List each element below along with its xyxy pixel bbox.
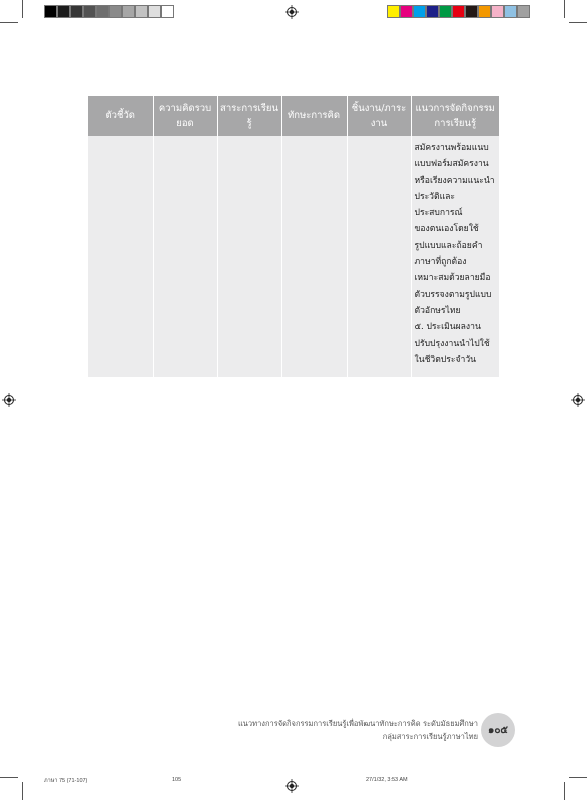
color-swatch: [504, 5, 517, 18]
activity-line: ตัวบรรจงตามรูปแบบ: [414, 289, 492, 300]
learning-activity-table: [88, 96, 499, 377]
color-swatch: [400, 5, 413, 18]
color-swatch: [44, 5, 57, 18]
color-swatch: [148, 5, 161, 18]
activity-line: ปรับปรุงงานนำไปใช้: [414, 338, 490, 349]
activity-line: สมัครงานพร้อมแนบ: [414, 143, 489, 153]
color-swatch: [452, 5, 465, 18]
color-swatch: [83, 5, 96, 18]
color-swatch: [109, 5, 122, 18]
activity-line: หรือเรียงความแนะนำ: [414, 175, 495, 186]
color-swatch: [70, 5, 83, 18]
table-row: [88, 136, 499, 377]
color-swatch: [135, 5, 148, 18]
activity-line: ประสบการณ์: [414, 208, 463, 219]
registration-mark-icon: [285, 779, 299, 793]
header-task: ชิ้นงาน/ภาระงาน: [347, 96, 411, 136]
cell-concept: [153, 136, 217, 377]
color-swatch: [413, 5, 426, 18]
header-activity: แนวการจัดกิจกรรมการเรียนรู้: [411, 96, 499, 136]
activity-line: ในชีวิตประจำวัน: [414, 354, 477, 365]
color-swatch: [465, 5, 478, 18]
registration-mark-icon: [2, 393, 16, 407]
activity-line: ตัวอักษรไทย: [414, 305, 461, 316]
crop-mark: [22, 0, 23, 18]
crop-mark: [569, 777, 587, 778]
cell-content: [217, 136, 281, 377]
crop-mark: [569, 22, 587, 23]
cell-thinking-skill: [281, 136, 347, 377]
grayscale-bar: [44, 5, 174, 18]
activity-line: ๕. ประเมินผลงาน: [414, 322, 481, 333]
color-swatch: [426, 5, 439, 18]
color-swatch: [491, 5, 504, 18]
cell-task: [347, 136, 411, 377]
activity-line: ของตนเองโดยใช้: [414, 224, 479, 235]
header-content: สาระการเรียนรู้: [217, 96, 281, 136]
footer-subject: กลุ่มสาระการเรียนรู้ภาษาไทย: [382, 732, 478, 741]
cell-activity: [411, 136, 499, 377]
activity-line: ประวัติและ: [414, 191, 456, 202]
page-number-badge: [481, 713, 515, 747]
slug-page: 105: [172, 777, 182, 783]
registration-mark-icon: [285, 5, 299, 19]
color-bar: [387, 5, 530, 18]
activity-line: ภาษาที่ถูกต้อง: [414, 257, 467, 268]
color-swatch: [517, 5, 530, 18]
registration-mark-icon: [571, 393, 585, 407]
header-indicator: ตัวชี้วัด: [88, 96, 153, 136]
crop-mark: [22, 782, 23, 800]
page-number: ๑๐๕: [487, 724, 509, 736]
activity-line: รูปแบบและถ้อยคำ: [414, 240, 483, 251]
activity-line: แบบฟอร์มสมัครงาน: [414, 159, 489, 170]
cell-indicator: [88, 136, 153, 377]
slug-file: ภาษา 75 (71-107): [44, 778, 88, 784]
crop-mark: [0, 777, 18, 778]
color-swatch: [478, 5, 491, 18]
color-swatch: [122, 5, 135, 18]
color-swatch: [161, 5, 174, 18]
color-swatch: [57, 5, 70, 18]
crop-mark: [0, 22, 18, 23]
header-thinking-skill: ทักษะการคิด: [281, 96, 347, 136]
footer-book-title: แนวทางการจัดกิจกรรมการเรียนรู้เพื่อพัฒนาทักษะการคิด ระดับมัธยมศึกษา: [237, 719, 478, 728]
activity-line: เหมาะสมด้วยลายมือ: [414, 273, 491, 284]
crop-mark: [564, 0, 565, 18]
table-header-row: [88, 96, 499, 136]
color-swatch: [387, 5, 400, 18]
crop-mark: [564, 782, 565, 800]
slug-datetime: 27/1/32, 3:53 AM: [366, 777, 408, 783]
color-swatch: [96, 5, 109, 18]
color-swatch: [439, 5, 452, 18]
activity-text: [412, 136, 500, 368]
header-concept: ความคิดรวบยอด: [153, 96, 217, 136]
